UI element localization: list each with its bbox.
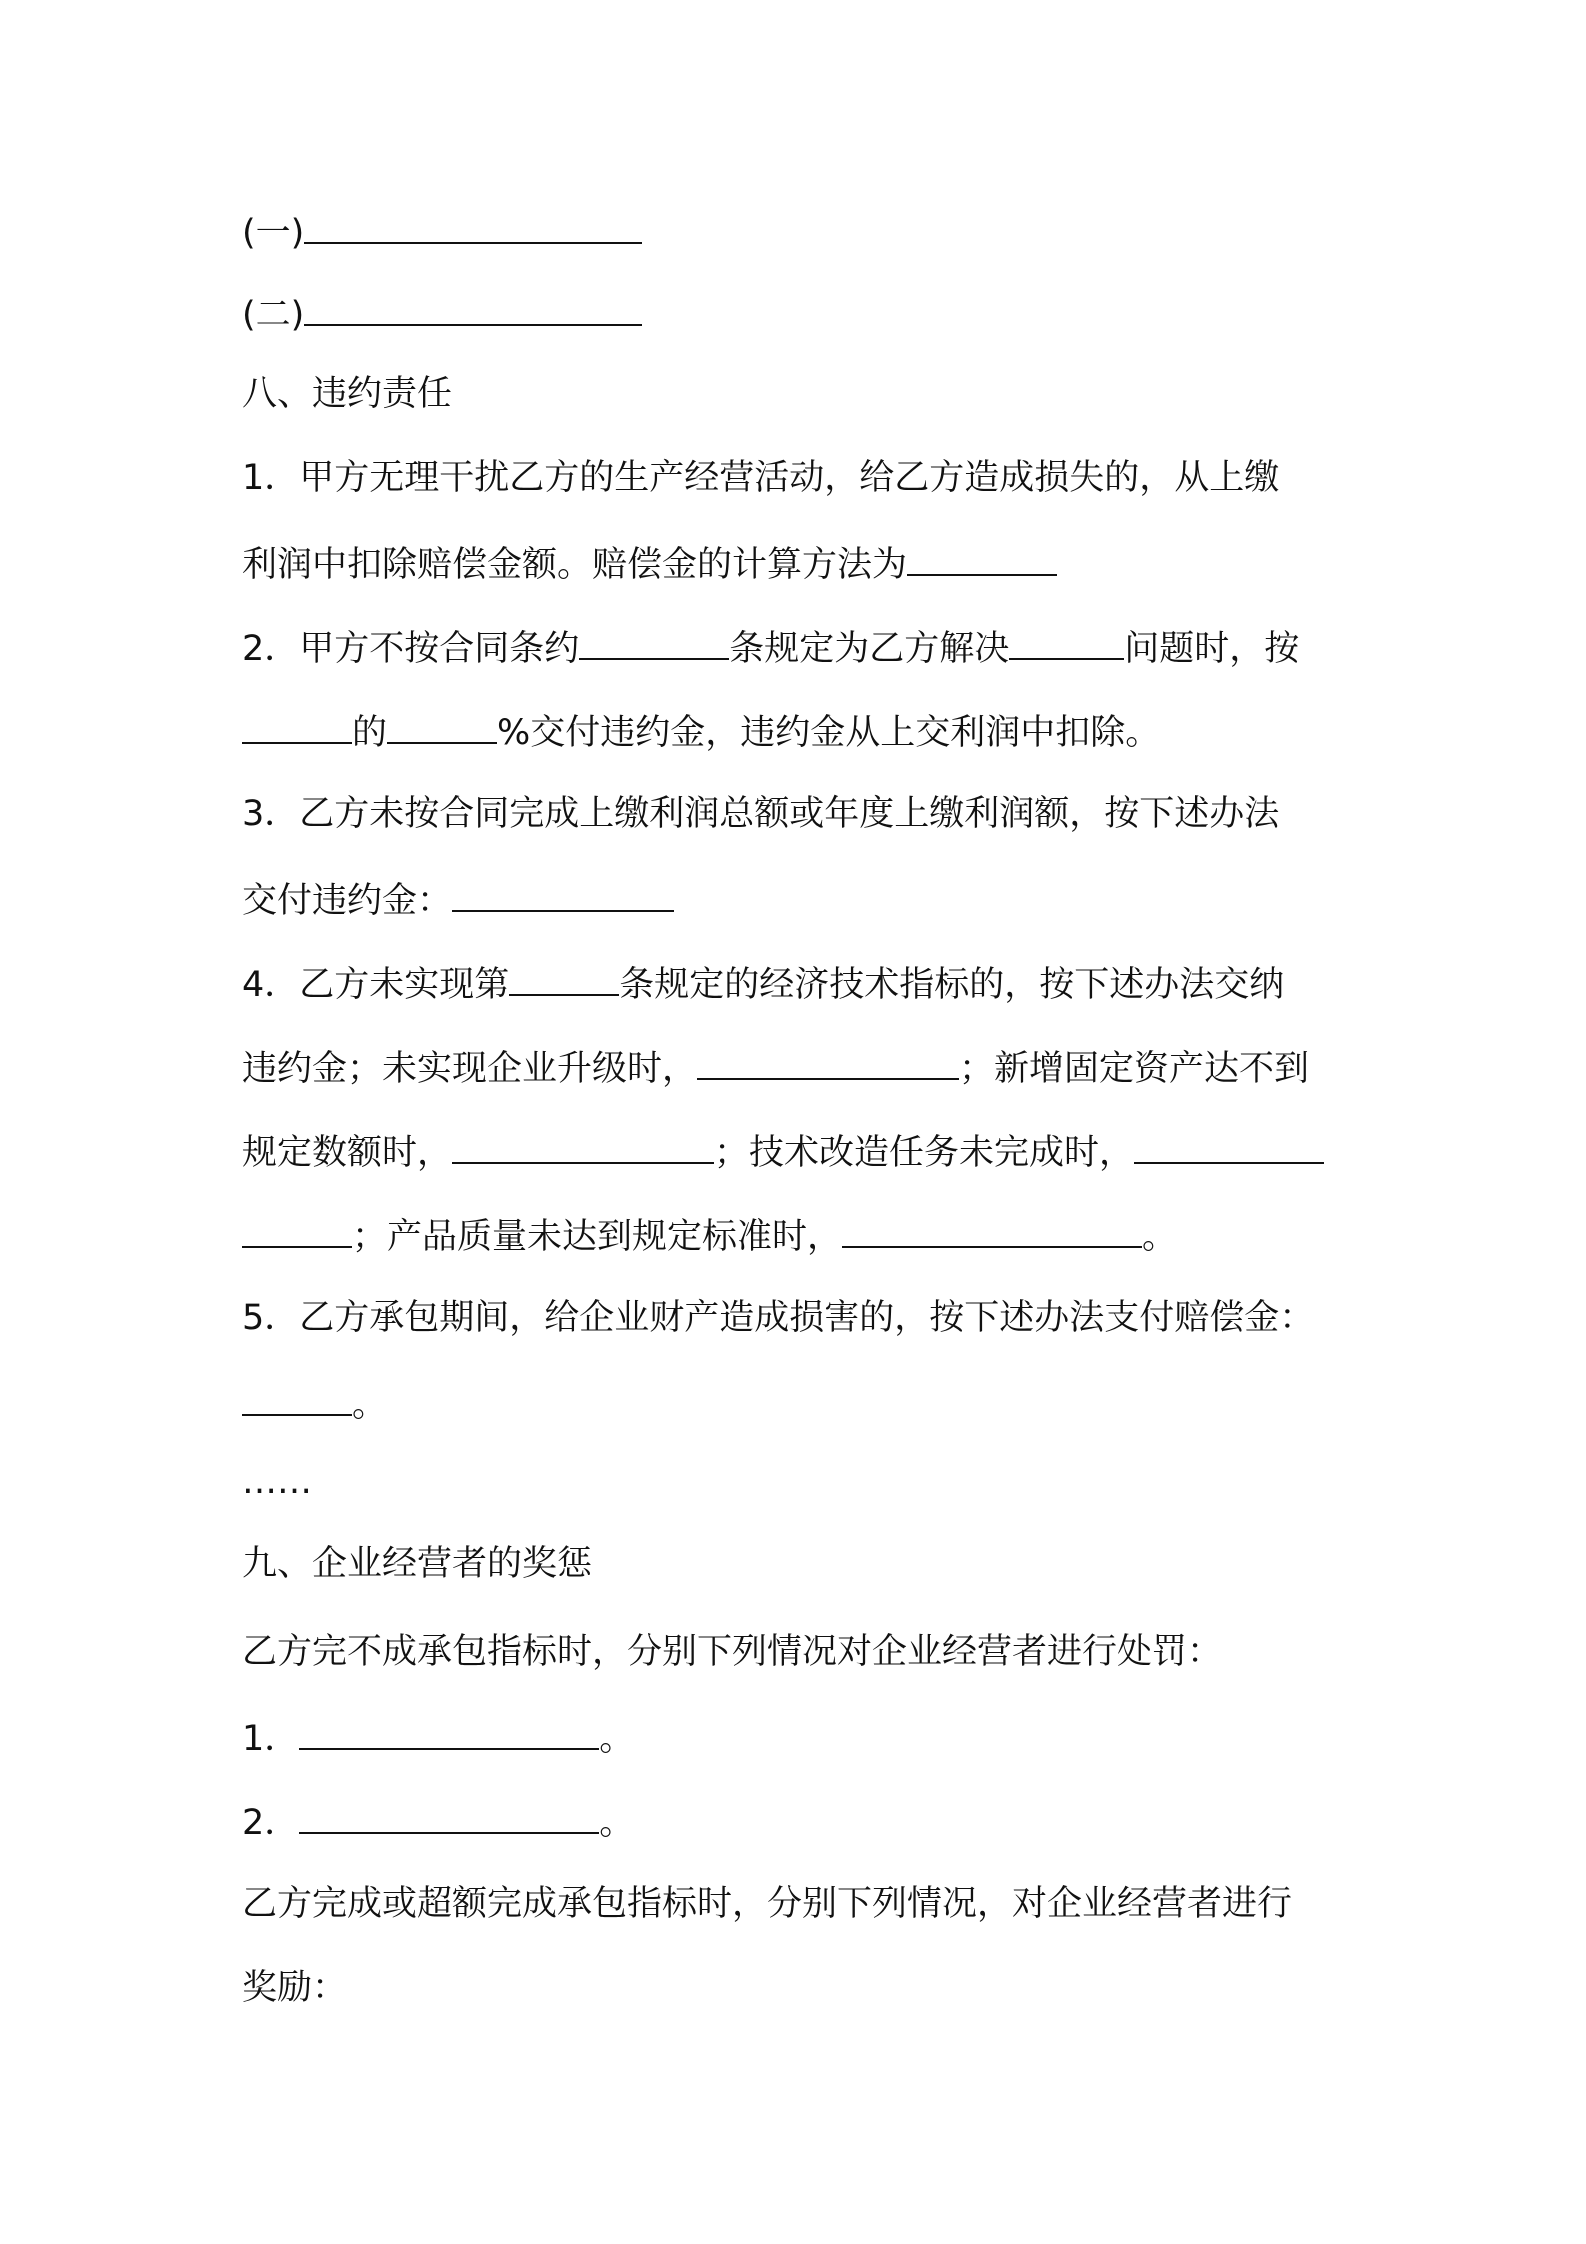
section-nine-heading — [242, 1542, 592, 1586]
clause-4-line4 — [242, 1212, 1177, 1256]
item-one-line — [242, 208, 642, 252]
clause-2-blank-2 — [1009, 624, 1124, 660]
clause-2-line2 — [242, 708, 1160, 752]
reward-intro-line2 — [242, 1966, 347, 2010]
clause-4-text-a: 4．乙方未实现第 — [242, 965, 510, 1005]
penalty-item-1 — [242, 1714, 634, 1758]
clause-4-line1 — [242, 960, 1284, 1004]
clause-2-blank-4 — [387, 708, 497, 744]
clause-4-text-c: 违约金；未实现企业升级时， — [242, 1049, 698, 1089]
penalty-2-num: 2． — [242, 1803, 300, 1843]
penalty-2-end: 。 — [599, 1803, 635, 1843]
clause-5-line2-text: 。 — [352, 1385, 388, 1425]
clause-1-line1 — [242, 456, 1279, 500]
clause-2-text-b: 条规定为乙方解决 — [729, 629, 1010, 669]
item-one-blank — [304, 208, 642, 244]
clause-4-blank-1 — [509, 960, 619, 996]
clause-1-line2 — [242, 540, 1057, 584]
clause-2-text-a: 2．甲方不按合同条约 — [242, 629, 580, 669]
ellipsis-line — [242, 1460, 312, 1504]
clause-4-blank-4 — [1134, 1128, 1324, 1164]
clause-4-blank-3 — [452, 1128, 714, 1164]
penalty-1-num: 1． — [242, 1719, 300, 1759]
clause-3-line1 — [242, 792, 1279, 836]
clause-4-text-h: 。 — [1142, 1217, 1178, 1257]
clause-1-line1-text: 1．甲方无理干扰乙方的生产经营活动，给乙方造成损失的，从上缴 — [242, 458, 1280, 498]
clause-5-line1-text: 5．乙方承包期间，给企业财产造成损害的，按下述办法支付赔偿金： — [242, 1298, 1315, 1338]
ellipsis-text: …… — [242, 1462, 312, 1502]
clause-2-text-e: %交付违约金，违约金从上交利润中扣除。 — [497, 713, 1161, 753]
section-eight-heading-text: 八、违约责任 — [242, 374, 453, 414]
clause-4-line2 — [242, 1044, 1309, 1088]
clause-3-line2-text: 交付违约金： — [242, 881, 453, 921]
clause-4-text-g: ；产品质量未达到规定标准时， — [352, 1217, 843, 1257]
reward-intro-line1 — [242, 1882, 1292, 1926]
clause-3-line2 — [242, 876, 674, 920]
penalty-1-end: 。 — [599, 1719, 635, 1759]
penalty-1-blank — [299, 1714, 599, 1750]
item-two-line — [242, 290, 642, 334]
clause-2-blank-3 — [242, 708, 352, 744]
penalty-intro-text: 乙方完不成承包指标时，分别下列情况对企业经营者进行处罚： — [242, 1632, 1223, 1672]
clause-1-line2-text: 利润中扣除赔偿金额。赔偿金的计算方法为 — [242, 545, 908, 585]
section-eight-heading — [242, 372, 452, 416]
reward-intro-line2-text: 奖励： — [242, 1968, 348, 2008]
clause-3-blank — [452, 876, 674, 912]
penalty-intro — [242, 1630, 1222, 1674]
clause-2-line1 — [242, 624, 1299, 668]
clause-4-blank-5 — [242, 1212, 352, 1248]
item-two-blank — [304, 290, 642, 326]
clause-4-text-b: 条规定的经济技术指标的，按下述办法交纳 — [619, 965, 1285, 1005]
clause-1-blank — [907, 540, 1057, 576]
item-two-label: (二) — [242, 295, 305, 335]
clause-4-text-e: 规定数额时， — [242, 1133, 453, 1173]
clause-2-text-d: 的 — [352, 713, 388, 753]
clause-5-line1 — [242, 1296, 1314, 1340]
penalty-2-blank — [299, 1798, 599, 1834]
penalty-item-2 — [242, 1798, 634, 1842]
clause-5-line2 — [242, 1380, 387, 1424]
clause-3-line1-text: 3．乙方未按合同完成上缴利润总额或年度上缴利润额，按下述办法 — [242, 794, 1280, 834]
clause-4-blank-6 — [842, 1212, 1142, 1248]
clause-2-text-c: 问题时，按 — [1124, 629, 1300, 669]
item-one-label: (一) — [242, 213, 305, 253]
clause-5-blank — [242, 1380, 352, 1416]
clause-2-blank-1 — [579, 624, 729, 660]
clause-4-text-f: ；技术改造任务未完成时， — [714, 1133, 1135, 1173]
clause-4-blank-2 — [697, 1044, 959, 1080]
section-nine-heading-text: 九、企业经营者的奖惩 — [242, 1544, 593, 1584]
clause-4-line3 — [242, 1128, 1324, 1172]
reward-intro-line1-text: 乙方完成或超额完成承包指标时，分别下列情况，对企业经营者进行 — [242, 1884, 1293, 1924]
clause-4-text-d: ；新增固定资产达不到 — [959, 1049, 1310, 1089]
